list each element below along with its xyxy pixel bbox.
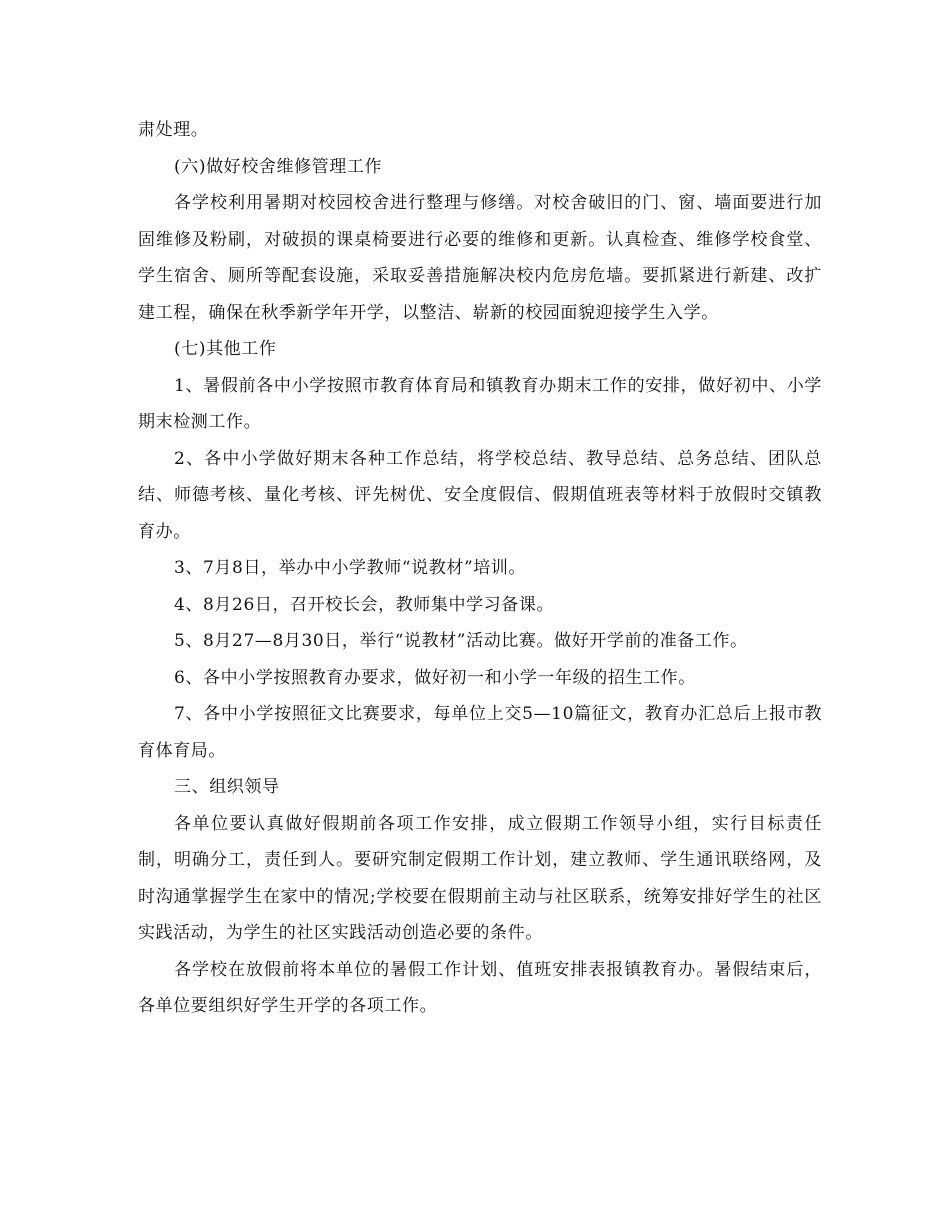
list-item-1: 1、暑假前各中小学按照市教育体育局和镇教育办期末工作的安排，做好初中、小学期末检测工作。 [138, 375, 822, 432]
list-item-4: 4、8月26日，召开校长会，教师集中学习备课。 [174, 594, 555, 615]
list-item-7: 7、各中小学按照征文比赛要求，每单位上交5—10篇征文，教育办汇总后上报市教育体育局。 [138, 704, 822, 761]
list-item-2: 2、各中小学做好期末各种工作总结，将学校总结、教导总结、总务总结、团队总结、师德考核、量化考核、评先树优、安全度假信、假期值班表等材料于放假时交镇教育办。 [138, 448, 822, 542]
paragraph-closing: 各学校在放假前将本单位的暑假工作计划、值班安排表报镇教育办。暑假结束后，各单位要组织好学生开学的各项工作。 [138, 959, 822, 1016]
list-item-5: 5、8月27—8月30日，举行“说教材”活动比赛。做好开学前的准备工作。 [174, 631, 748, 651]
paragraph-leadership: 各单位要认真做好假期前各项工作安排，成立假期工作领导小组，实行目标责任制，明确分工，责任到人。要研究制定假期工作计划，建立教师、学生通讯联络网，及时沟通掌握学生在家中的情况;学校要在假期前主动与社区联系，统筹安排好学生的社区实践活动，为学生的社区实践活动创造必要的条件。 [138, 813, 822, 943]
document-body [138, 112, 822, 1025]
paragraph-continuation: 肃处理。 [138, 120, 209, 140]
section-heading-7: (七)其他工作 [174, 339, 277, 359]
list-item-6: 6、各中小学按照教育办要求，做好初一和小学一年级的招生工作。 [174, 667, 696, 688]
section-heading-6: (六)做好校舍维修管理工作 [174, 156, 383, 177]
section-heading-3: 三、组织领导 [174, 777, 280, 797]
list-item-3: 3、7月8日，举办中小学教师“说教材”培训。 [174, 558, 527, 578]
paragraph-maintenance: 各学校利用暑期对校园校舍进行整理与修缮。对校舍破旧的门、窗、墙面要进行加固维修及粉刷，对破损的课桌椅要进行必要的维修和更新。认真检查、维修学校食堂、学生宿舍、厕所等配套设施，采取妥善措施解决校内危房危墙。要抓紧进行新建、改扩建工程，确保在秋季新学年开学，以整洁、崭新的校园面貌迎接学生入学。 [138, 193, 822, 323]
